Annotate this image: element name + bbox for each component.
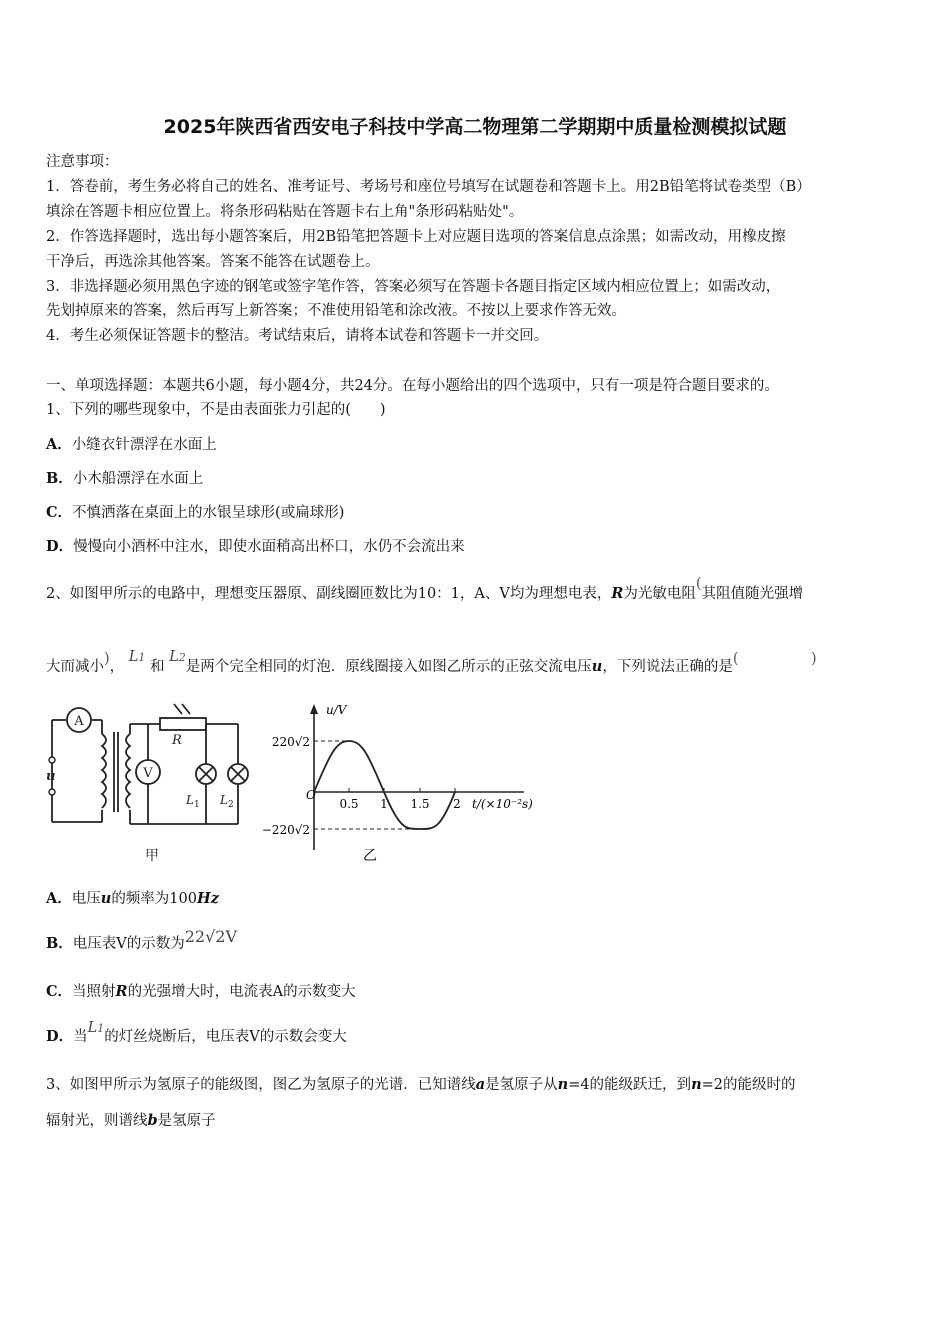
q2-option-c [46,982,906,1002]
var-l1: L1 [128,649,146,665]
notice-line: 4．考生必须保证答题卡的整洁。考试结束后，请将本试卷和答题卡一并交回。 [46,328,549,344]
q2-option-b [46,927,906,957]
photoresistor-icon [160,718,206,730]
var-l2: L2 [169,649,186,665]
y-max-label: 220√2 [271,735,310,749]
l-letter: L [128,649,139,665]
question-2-stem-line1 [46,576,906,604]
stem-text: 辐射光，则谱线 [46,1113,148,1129]
sine-wave-graph-yi [262,703,533,864]
var-a: a [475,1076,486,1093]
page-title: 2025年陕西省西安电子科技中学高二物理第二学期期中质量检测模拟试题 [163,116,787,138]
option-text: 的频率为100 [111,891,197,907]
stem-text: ，下列说法正确的是 [602,659,733,675]
option-text: 的光强增大时，电流表A的示数变大 [127,984,356,1000]
notice-line: 干净后，再选涂其他答案。答案不能答在试题卷上。 [46,254,380,270]
option-text: 不慎洒落在桌面上的水银呈球形(或扁球形) [72,505,345,521]
terminal-icon [49,789,55,795]
voltage-value: 22√2V [184,927,238,946]
option-text: 慢慢向小酒杯中注水，即使水面稍高出杯口，水仍不会流出来 [73,539,465,555]
unit-hz: Hz [197,890,219,907]
ammeter-label: A [74,714,84,729]
stem-text: 2、如图甲所示的电路中，理想变压器原、副线圈匝数比为10：1，A、V均为理想电表， [46,586,612,602]
stem-text: 是两个完全相同的灯泡．原线圈接入如图乙所示的正弦交流电压 [185,659,592,675]
sine-curve [314,741,455,829]
figure-jia-caption: 甲 [145,848,159,864]
resistor-label: R [172,733,182,748]
figure-yi-caption: 乙 [363,848,377,864]
origin-label: O [306,788,316,802]
option-text: 的灯丝烧断后，电压表V的示数会变大 [104,1029,347,1045]
stem-text: =4的能级跃迁，到 [568,1077,692,1093]
stem-text: 大而减小 [46,659,104,675]
notice-line: 先划掉原来的答案，然后再写上新答案；不准使用铅笔和涂改液。不按以上要求作答无效。 [46,303,626,319]
option-text: 电压表V的示数为 [72,936,185,952]
l-letter: L [169,649,179,665]
x-tick-label: 1.5 [410,797,430,811]
y-axis-arrow-icon [310,704,318,714]
section-heading: 一、单项选择题：本题共6小题，每小题4分，共24分。在每小题给出的四个选项中，只有一项是符合题目要求的。 [46,378,779,394]
notice-line: 3．非选择题必须用黑色字迹的钢笔或签字笔作答，答案必须写在答题卡各题目指定区域内相应位置上；如需改动， [46,279,781,295]
question-1-stem: 1、下列的哪些现象中，不是由表面张力引起的( ) [46,402,386,418]
x-axis-label: t/(×10⁻²s) [472,797,533,811]
q1-option-a [46,435,906,455]
var-n: n [557,1076,569,1093]
lamp1-label: $L_1$ [186,793,200,810]
option-text: 当照射 [72,984,116,1000]
stem-text: 为光敏电阻 [623,586,696,602]
var-u: u [100,890,112,907]
option-label: C． [46,504,73,521]
question-2-stem-line2: 大而减小)， L1 和 L2是两个完全相同的灯泡．原线圈接入如图乙所示的正弦交流电压u，下列说法正确的是( ) [46,649,817,675]
var-u: u [591,658,603,675]
var-b: b [147,1112,158,1129]
stem-text: 其阻值随光强增 [701,586,804,602]
y-axis-label: u/V [326,703,347,717]
circuit-and-waveform-figure [44,700,544,872]
option-text: 当 [73,1029,88,1045]
input-voltage-label: u [46,769,56,784]
option-label: D． [46,1028,74,1045]
option-label: B． [46,470,73,487]
y-min-label: −220√2 [261,823,310,837]
x-tick-label: 1 [380,797,388,811]
option-text: 小木船漂浮在水面上 [72,471,204,487]
stem-text: 3、如图甲所示为氢原子的能级图，图乙为氢原子的光谱．已知谱线 [46,1077,476,1093]
q1-option-b [46,469,906,489]
l-letter: L [87,1020,98,1036]
notice-line: 1．答卷前，考生务必将自己的姓名、准考证号、考场号和座位号填写在试题卷和答题卡上。用2B铅笔将试卷类型（B） [46,179,811,195]
option-text: 小缝衣针漂浮在水面上 [71,437,217,453]
notice-heading: 注意事项： [46,154,119,170]
x-tick-label: 0.5 [339,797,359,811]
stem-text: =2的能级时的 [701,1077,796,1093]
q2-option-d [46,1022,906,1053]
stem-text: 是氢原子从 [485,1077,558,1093]
stem-text: 和 [150,659,165,675]
stem-text: 是氢原子 [157,1113,216,1129]
option-label: A． [46,890,72,907]
option-label: C． [46,983,73,1000]
option-label: A． [46,436,72,453]
var-r: R [115,983,128,1000]
notice-line: 填涂在答题卡相应位置上。将条形码粘贴在答题卡右上角"条形码粘贴处"。 [46,204,524,220]
notice-line: 2．作答选择题时，选出每小题答案后，用2B铅笔把答题卡上对应题目选项的答案信息点涂黑；如需改动，用橡皮擦 [46,229,786,245]
var-r: R [611,585,624,602]
option-text: 电压 [71,891,101,907]
paren-open: ( [695,576,702,592]
option-label: D． [46,538,74,555]
x-tick-label: 2 [453,797,461,811]
question-3-line2 [46,1111,906,1131]
q1-option-c [46,503,906,523]
var-n: n [691,1076,702,1093]
q2-option-a [46,889,906,909]
paren-close: ) [104,651,110,667]
voltmeter-label: V [143,766,153,781]
var-l1: L1 [87,1020,105,1036]
q1-option-d [46,537,906,557]
answer-parens: ( ) [732,651,817,667]
lamp2-label: $L_2$ [220,793,234,810]
option-label: B． [46,935,73,952]
question-3-line1 [46,1075,906,1095]
terminal-icon [49,757,55,763]
